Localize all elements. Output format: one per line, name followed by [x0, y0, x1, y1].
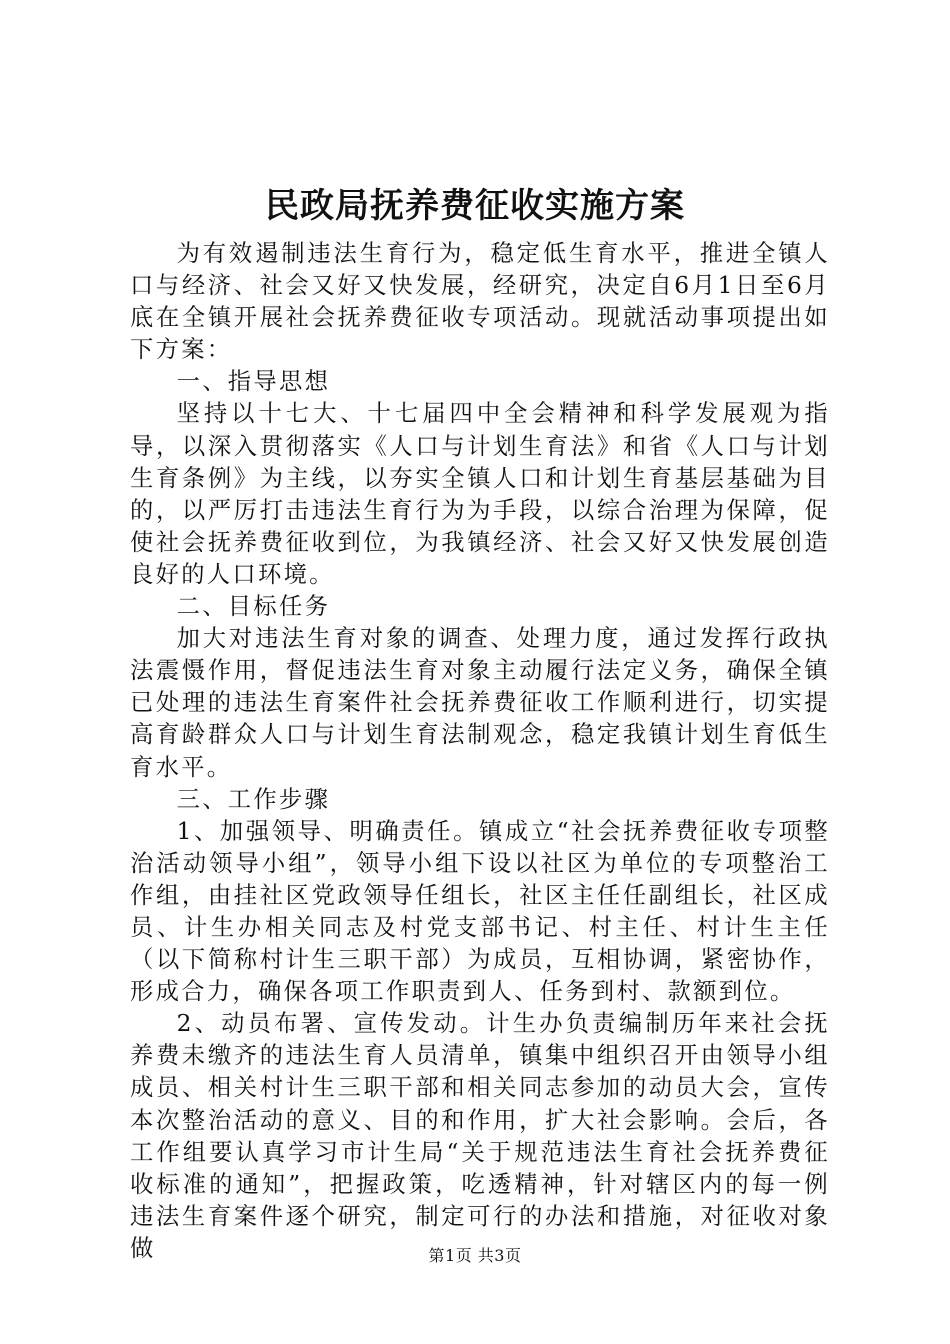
- goals-paragraph: 加大对违法生育对象的调查、处理力度，通过发挥行政执法震慑作用，督促违法生育对象主动履行法定义务，确保全镇已处理的违法生育案件社会抚养费征收工作顺利进行，切实提高育龄群众人口与计划生育法制观念，稳定我镇计划生育低生育水平。: [130, 625, 830, 781]
- guiding-thought-paragraph: 坚持以十七大、十七届四中全会精神和科学发展观为指导，以深入贯彻落实《人口与计划生育法》和省《人口与计划生育条例》为主线，以夯实全镇人口和计划生育基层基础为目的，以严厉打击违法生育行为为手段，以综合治理为保障，促使社会抚养费征收到位，为我镇经济、社会又好又快发展创造良好的人口环境。: [130, 400, 830, 588]
- section-heading-work-steps: 三、工作步骤: [176, 785, 331, 813]
- document-body: [130, 238, 830, 1265]
- work-step-1-paragraph: 1、加强领导、明确责任。镇成立“社会抚养费征收专项整治活动领导小组”，领导小组下设以社区为单位的专项整治工作组，由挂社区党政领导任组长，社区主任任副组长，社区成员、计生办相关同志及村党支部书记、村主任、村计生主任（以下简称村计生三职干部）为成员，互相协调，紧密协作，形成合力，确保各项工作职责到人、任务到村、款额到位。: [130, 817, 830, 1006]
- intro-paragraph: 为有效遏制违法生育行为，稳定低生育水平，推进全镇人口与经济、社会又好又快发展，经研究，决定自6月1日至6月底在全镇开展社会抚养费征收专项活动。现就活动事项提出如下方案：: [130, 240, 830, 364]
- section-heading-goals: 二、目标任务: [176, 593, 331, 621]
- document-title: 民政局抚养费征收实施方案: [265, 186, 685, 226]
- page-number-footer: 第1页 共3页: [428, 1246, 522, 1265]
- work-step-2-paragraph: 2、动员布署、宣传发动。计生办负责编制历年来社会抚养费未缴齐的违法生育人员清单，镇集中组织召开由领导小组成员、相关村计生三职干部和相关同志参加的动员大会，宣传本次整治活动的意义、目的和作用，扩大社会影响。会后，各工作组要认真学习市计生局“关于规范违法生育社会抚养费征收标准的通知”，把握政策，吃透精神，针对辖区内的每一例违法生育案件逐个研究，制定可行的办法和措施，对征收对象做: [130, 1010, 830, 1262]
- section-heading-guiding-thought: 一、指导思想: [176, 368, 331, 396]
